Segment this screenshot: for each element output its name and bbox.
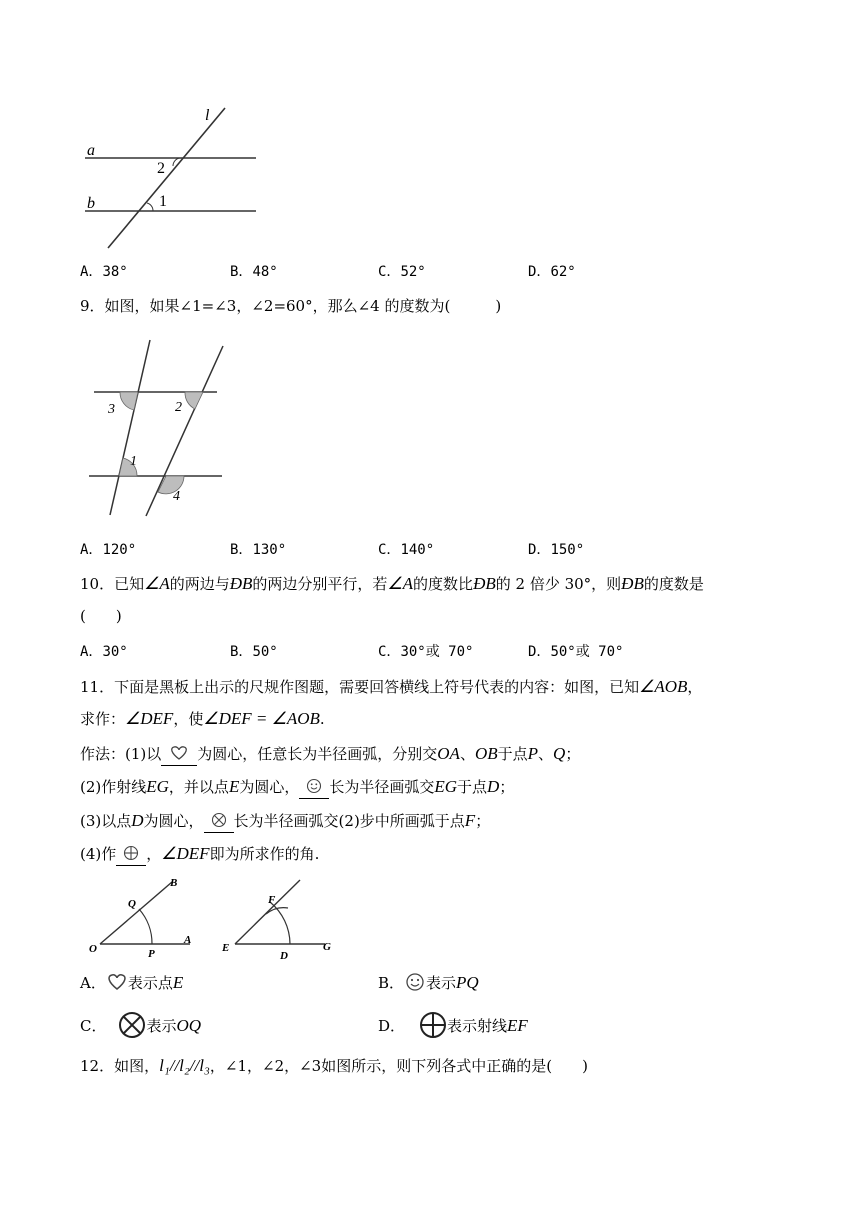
- angle-b: ÐB: [621, 574, 644, 593]
- left-slanted-line: [110, 340, 150, 515]
- option-text: 30°: [102, 644, 128, 660]
- option-text: 50°或 70°: [550, 644, 624, 660]
- label-q: Q: [128, 898, 136, 910]
- heart-icon: [168, 745, 190, 761]
- option-letter: A．: [80, 264, 103, 280]
- q11-text: 即为所求作的角.: [209, 845, 320, 863]
- smiley-icon: [306, 778, 322, 794]
- math-f: F: [464, 811, 476, 830]
- q11-figure: [80, 872, 350, 962]
- label-b: b: [87, 195, 95, 212]
- math-ob: OB: [474, 744, 498, 763]
- label-l: l: [205, 107, 210, 124]
- q11-option-a[interactable]: [80, 972, 183, 994]
- q12-text: 12．如图，: [80, 1057, 160, 1075]
- q11-text: .: [319, 710, 325, 728]
- circled-x-blank: [204, 810, 234, 833]
- option-text: 62°: [550, 264, 576, 280]
- option-letter: D．: [528, 542, 551, 558]
- label-angle1: 1: [159, 193, 167, 210]
- q11-text: 、: [459, 745, 475, 763]
- q12-stem: [80, 1055, 588, 1077]
- q8-option-b[interactable]: [230, 262, 278, 282]
- angle-aob: ∠AOB: [639, 677, 688, 696]
- q10-stem: [80, 573, 704, 595]
- circled-x-icon: [211, 812, 227, 828]
- option-text: 表示: [146, 1017, 177, 1035]
- circled-plus-icon: [123, 845, 139, 861]
- q11-text: 为圆心，: [143, 812, 204, 830]
- angle-2-sector: [185, 392, 203, 409]
- q12-text: ，∠1，∠2，∠3如图所示，则下列各式中正确的是( ): [209, 1057, 588, 1075]
- option-math: EF: [507, 1016, 528, 1035]
- q11-option-d[interactable]: [378, 1011, 528, 1039]
- math-d: D: [487, 777, 500, 796]
- q11-text: 长为半径画弧交(2)步中所画弧于点: [233, 812, 465, 830]
- option-math: E: [172, 973, 184, 992]
- q10-option-a[interactable]: [80, 642, 128, 662]
- q10-option-c[interactable]: [378, 642, 473, 662]
- q10-answer-paren: ( ): [80, 607, 122, 625]
- option-letter: A．: [80, 974, 106, 992]
- option-text: 30°或 70°: [400, 644, 474, 660]
- q9-stem: 9．如图，如果∠1=∠3，∠2=60°，那么∠4 的度数为( ): [80, 297, 502, 315]
- q11-option-b[interactable]: [378, 972, 479, 994]
- heart-icon: [106, 973, 128, 991]
- label-angle3: 3: [108, 402, 115, 417]
- q11-text: 、: [538, 745, 554, 763]
- option-math: PQ: [456, 973, 479, 992]
- heart-blank: [161, 743, 197, 766]
- q11-step2: [80, 776, 514, 799]
- smiley-blank: [299, 776, 329, 799]
- q9-option-d[interactable]: [528, 540, 584, 560]
- q11-text: (2)作射线: [80, 778, 147, 796]
- label-p: P: [148, 948, 155, 960]
- math-oa: OA: [437, 744, 460, 763]
- arc-pq: [139, 909, 152, 944]
- label-d: D: [280, 950, 288, 962]
- option-letter: A．: [80, 644, 103, 660]
- option-letter: B．: [230, 644, 253, 660]
- option-text: 38°: [102, 264, 128, 280]
- q8-figure: [80, 100, 270, 255]
- option-letter: D．: [378, 1017, 406, 1035]
- angle-1-arc: [147, 203, 153, 211]
- q11-text: 作法：(1)以: [80, 745, 162, 763]
- q11-text: 求作：: [80, 710, 126, 728]
- angle-def: ∠DEF: [161, 844, 210, 863]
- label-angle4: 4: [173, 489, 180, 504]
- q9-option-b[interactable]: [230, 540, 286, 560]
- label-angle2: 2: [157, 160, 165, 177]
- math-e: E: [228, 777, 240, 796]
- equation: ∠DEF = ∠AOB: [203, 709, 320, 728]
- math-p: P: [527, 744, 539, 763]
- q11-step1: [80, 743, 580, 766]
- q11-step3: [80, 810, 490, 833]
- label-g: G: [323, 941, 331, 953]
- option-letter: B．: [230, 542, 253, 558]
- q11-text: ；: [499, 778, 515, 796]
- circled-x-icon: [118, 1011, 146, 1039]
- line-l: [108, 108, 225, 248]
- q11-text: ，并以点: [168, 778, 229, 796]
- q11-stem: [80, 676, 702, 698]
- q8-option-c[interactable]: [378, 262, 426, 282]
- q9-option-a[interactable]: [80, 540, 136, 560]
- q10-text: 的 2 倍少 30°，则: [495, 575, 622, 593]
- label-e: E: [222, 942, 230, 954]
- label-o: O: [89, 943, 97, 955]
- label-f: F: [268, 894, 276, 906]
- q11-text: (4)作: [80, 845, 117, 863]
- q8-option-a[interactable]: [80, 262, 128, 282]
- label-angle2: 2: [175, 400, 182, 415]
- q10-text: 的度数是: [643, 575, 704, 593]
- option-text: 130°: [252, 542, 287, 558]
- math-eg: EG: [146, 777, 169, 796]
- q9-figure: [80, 335, 240, 520]
- option-text: 140°: [400, 542, 435, 558]
- label-a: a: [87, 142, 95, 159]
- q11-text: ，: [687, 678, 703, 696]
- angle-b: ÐB: [473, 574, 496, 593]
- angle-b: ÐB: [229, 574, 253, 593]
- right-slanted-line: [146, 346, 223, 516]
- parallel-lines: l₁//l₂//l₃: [159, 1056, 210, 1075]
- angle-def: ∠DEF: [125, 709, 174, 728]
- math-eg: EG: [434, 777, 458, 796]
- option-letter: C．: [378, 644, 401, 660]
- label-angle1: 1: [130, 454, 137, 469]
- q11-text: (3)以点: [80, 812, 132, 830]
- q11-text: ，: [146, 845, 162, 863]
- q9-option-c[interactable]: [378, 540, 434, 560]
- q8-option-d[interactable]: [528, 262, 576, 282]
- option-text: 120°: [102, 542, 137, 558]
- option-text: 150°: [550, 542, 585, 558]
- q11-text: 为圆心，任意长为半径画弧，分别交: [197, 745, 438, 763]
- q10-text: 的两边与: [169, 575, 230, 593]
- angle-4-sector: [158, 476, 184, 494]
- option-text: 表示点: [127, 974, 173, 992]
- ray-ef: [235, 880, 300, 944]
- option-text: 表示: [426, 974, 457, 992]
- q10-option-b[interactable]: [230, 642, 278, 662]
- option-letter: C．: [378, 264, 401, 280]
- ray-ob: [100, 882, 172, 944]
- q11-text: ，使: [173, 710, 204, 728]
- circled-plus-blank: [116, 843, 146, 866]
- q11-text: ；: [565, 745, 581, 763]
- option-text: 表示射线: [447, 1017, 508, 1035]
- q11-text: 于点: [457, 778, 488, 796]
- q10-text: 的两边分别平行，若: [252, 575, 388, 593]
- option-letter: B．: [230, 264, 253, 280]
- option-letter: C．: [378, 542, 401, 558]
- option-letter: A．: [80, 542, 103, 558]
- q11-text: 长为半径画弧交: [329, 778, 435, 796]
- q11-task: [80, 708, 325, 730]
- option-letter: B．: [378, 974, 405, 992]
- q10-text: 的度数比: [413, 575, 474, 593]
- q10-option-d[interactable]: [528, 642, 623, 662]
- option-letter: D．: [528, 264, 551, 280]
- q11-text: 为圆心，: [239, 778, 300, 796]
- q11-text: 于点: [497, 745, 528, 763]
- smiley-icon: [404, 972, 426, 992]
- q10-text: 10．已知: [80, 575, 145, 593]
- option-letter: C．: [80, 1017, 107, 1035]
- angle-a: ∠A: [387, 574, 414, 593]
- option-letter: D．: [528, 644, 551, 660]
- option-text: 52°: [400, 264, 426, 280]
- q11-text: ；: [475, 812, 491, 830]
- q11-text: 11．下面是黑板上出示的尺规作图题，需要回答横线上符号代表的内容：如图，已知: [80, 678, 640, 696]
- math-q: Q: [553, 744, 566, 763]
- q11-option-c[interactable]: [80, 1011, 201, 1039]
- q11-step4: [80, 843, 319, 866]
- angle-a: ∠A: [144, 574, 170, 593]
- circled-plus-icon: [419, 1011, 447, 1039]
- label-b: B: [170, 877, 178, 889]
- option-text: 48°: [252, 264, 278, 280]
- label-a: A: [184, 934, 192, 946]
- option-math: OQ: [176, 1016, 202, 1035]
- math-d: D: [131, 811, 144, 830]
- option-text: 50°: [252, 644, 278, 660]
